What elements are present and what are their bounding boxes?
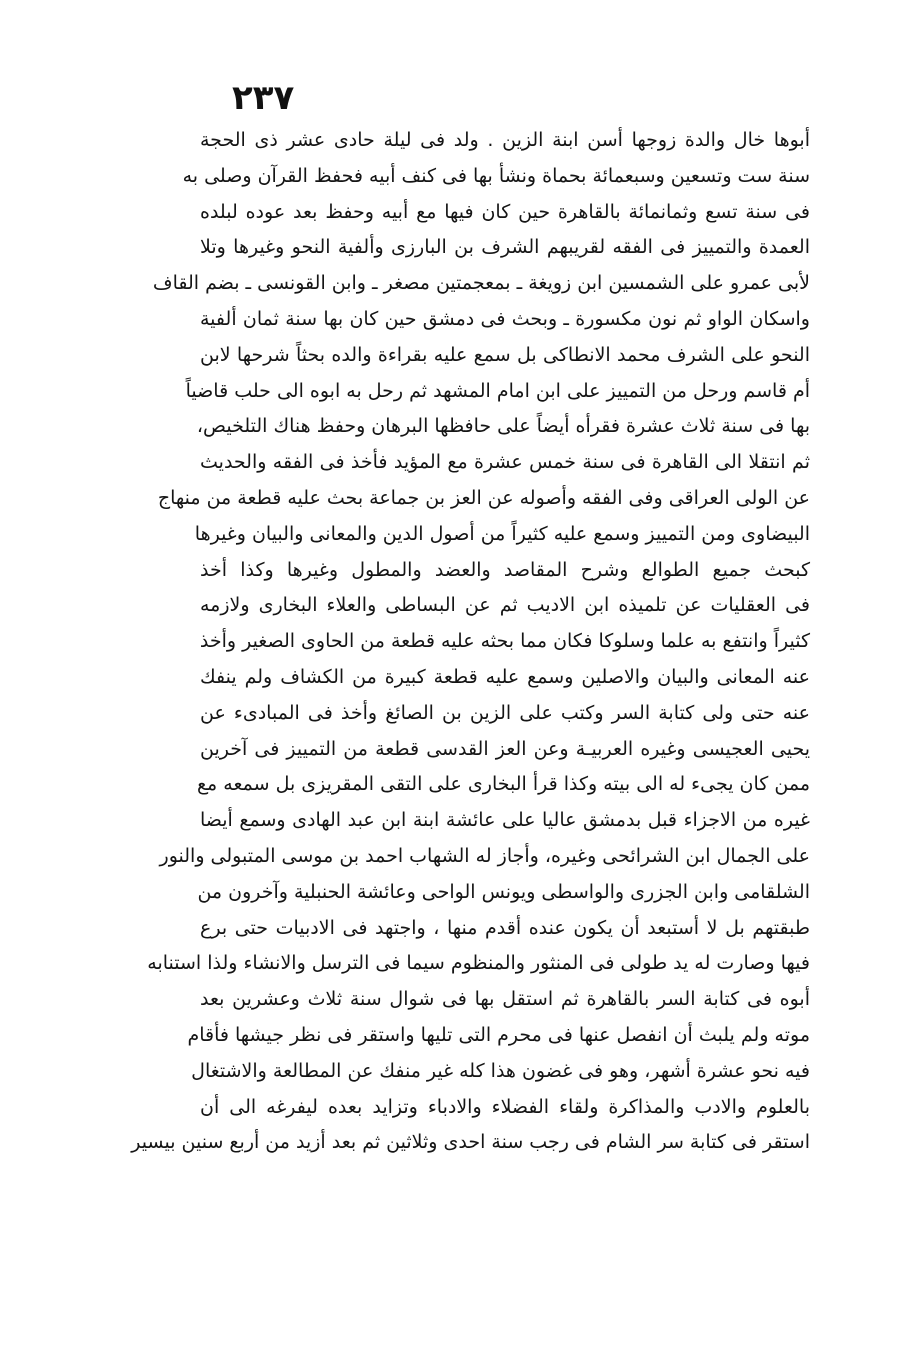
text-line: فيها وصارت له يد طولى فى المنثور والمنظوم سيما فى الترسل والانشاء ولذا استنابه: [147, 952, 810, 975]
text-line: غيره من الاجزاء قبل بدمشق عاليا على عائشة ابنة ابن عبد الهادى وسمع أيضا: [200, 809, 810, 832]
page-number: ٢٣٧: [232, 78, 295, 118]
text-line: كثيراً وانتفع به علما وسلوكا فكان مما بحثه عليه قطعة من الحاوى الصغير وأخذ: [199, 630, 810, 653]
text-line: طبقتهم بل لا أستبعد أن يكون عنده أقدم منها ، واجتهد فى الادبيات حتى برع: [200, 916, 810, 939]
text-line: عن الولى العراقى وفى الفقه وأصوله عن العز بن جماعة بحث عليه قطعة من منهاج: [157, 486, 810, 509]
text-line: موته ولم يلبث أن انفصل عنها فى محرم التى تليها واستقر فى نظر جيشها فأقام: [187, 1023, 810, 1046]
text-line: عنه المعانى والبيان والاصلين وسمع عليه قطعة كبيرة من الكشاف ولم ينفك: [200, 665, 810, 688]
text-line: العمدة والتمييز فى الفقه لقريبهم الشرف بن البارزى وألفية النحو وغيرها وتلا: [200, 236, 810, 259]
text-line: لأبى عمرو على الشمسين ابن زويغة ـ بمعجمتين مصغر ـ وابن القونسى ـ بضم القاف: [152, 272, 810, 295]
text-line: سنة ست وتسعين وسبعمائة بحماة ونشأ بها فى كنف أبيه فحفظ القرآن وصلى به: [182, 164, 810, 187]
text-line: النحو على الشرف محمد الانطاكى بل سمع عليه بقراءة والده بحثاً شرحها لابن: [200, 343, 810, 366]
text-line: عنه حتى ولى كتابة السر وكتب على الزين بن الصائغ وأخذ فى المبادىء عن: [200, 701, 810, 724]
text-line: فيه نحو عشرة أشهر، وهو فى غضون هذا كله غير منفك عن المطالعة والاشتغال: [191, 1059, 810, 1082]
text-line: فى سنة تسع وثمانمائة بالقاهرة حين كان فيها مع أبيه وحفظ بعد عوده لبلده: [200, 200, 810, 223]
text-line: كبحث جميع الطوالع وشرح المقاصد والعضد والمطول وغيرها وكذا أخذ: [200, 558, 810, 581]
text-line: بالعلوم والادب والمذاكرة ولقاء الفضلاء والادباء وتزايد بعده ليفرغه الى أن: [200, 1095, 810, 1118]
text-line: على الجمال ابن الشرائحى وغيره، وأجاز له الشهاب احمد بن موسى المتبولى والنور: [159, 844, 810, 867]
text-line: واسكان الواو ثم نون مكسورة ـ وبحث فى دمشق حين كان بها سنة ثمان ألفية: [200, 307, 810, 330]
text-line: الشلقامى وابن الجزرى والواسطى ويونس الواحى وعائشة الحنبلية وآخرون من: [197, 880, 810, 903]
text-line: البيضاوى ومن التمييز وسمع عليه كثيراً من أصول الدين والمعانى والبيان وغيرها: [194, 522, 810, 545]
text-line: ثم انتقلا الى القاهرة فى سنة خمس عشرة مع المؤيد فأخذ فى الفقه والحديث: [200, 451, 810, 474]
text-line: فى العقليات عن تلميذه ابن الاديب ثم عن البساطى والعلاء البخارى ولازمه: [200, 594, 810, 617]
text-line: أم قاسم ورحل من التمييز على ابن امام المشهد ثم رحل به ابوه الى حلب قاضياً: [185, 379, 810, 402]
body-text: [131, 123, 810, 1161]
text-line: ممن كان يجىء له الى بيته وكذا قرأ البخارى على التقى المقريزى بل سمعه مع: [196, 773, 810, 796]
text-line: أبوها خال والدة زوجها أسن ابنة الزين . ولد فى ليلة حادى عشر ذى الحجة: [200, 129, 810, 151]
text-line: استقر فى كتابة سر الشام فى رجب سنة احدى وثلاثين ثم بعد أزيد من أربع سنين بيسير: [131, 1131, 810, 1154]
text-line: أبوه فى كتابة السر بالقاهرة ثم استقل بها فى شوال سنة ثلاث وعشرين بعد: [200, 988, 810, 1011]
text-line: يحيى العجيسى وغيره العربيـة وعن العز القدسى قطعة من التمييز فى آخرين: [200, 737, 810, 760]
text-line: بها فى سنة ثلاث عشرة فقرأه أيضاً على حافظها البرهان وحفظ هناك التلخيص،: [196, 415, 810, 438]
